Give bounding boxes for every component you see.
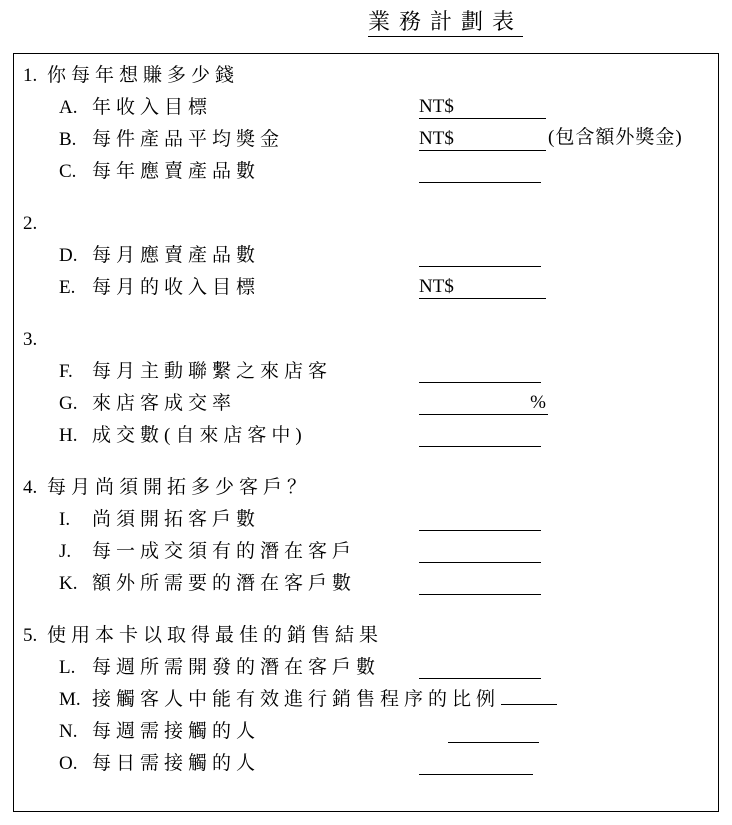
form-item-row xyxy=(14,684,718,716)
section-header-row xyxy=(14,208,718,240)
form-item-row xyxy=(14,388,718,420)
fill-in-blank xyxy=(419,244,541,267)
section-number: 2. xyxy=(23,213,38,234)
section-header-row xyxy=(14,620,718,652)
section-number: 3. xyxy=(23,329,38,350)
currency-prefix: NT$ xyxy=(419,128,454,149)
item-letter: J. xyxy=(59,541,72,562)
fill-in-blank xyxy=(419,360,541,383)
item-label: 接觸客人中能有效進行銷售程序的比例 xyxy=(92,689,501,710)
form-item-row xyxy=(14,272,718,304)
item-note: (包含額外獎金) xyxy=(548,127,683,148)
form-item-row xyxy=(14,568,718,600)
form-item-row xyxy=(14,92,718,124)
fill-in-blank xyxy=(419,752,533,775)
item-label: 每年應賣產品數 xyxy=(92,161,261,182)
item-label: 成交數(自來店客中) xyxy=(92,425,307,446)
item-label: 每日需接觸的人 xyxy=(92,753,261,774)
section-number: 1. xyxy=(23,65,38,86)
form-item-row xyxy=(14,748,718,780)
item-label: 來店客成交率 xyxy=(92,393,237,414)
item-label: 額外所需要的潛在客戶數 xyxy=(92,573,357,594)
fill-in-blank xyxy=(419,276,546,299)
item-label: 每週所需開發的潛在客戶數 xyxy=(92,657,381,678)
item-label: 每一成交須有的潛在客戶 xyxy=(92,541,357,562)
item-label: 尚須開拓客戶數 xyxy=(92,509,261,530)
currency-prefix: NT$ xyxy=(419,96,454,117)
item-letter: K. xyxy=(59,573,78,594)
form-item-row xyxy=(14,156,718,188)
form-item-row xyxy=(14,124,718,156)
form-item-row xyxy=(14,716,718,748)
section-header-row xyxy=(14,60,718,92)
fill-in-blank xyxy=(501,684,557,705)
fill-in-blank xyxy=(419,572,541,595)
item-letter: E. xyxy=(59,277,76,298)
item-label: 每件產品平均獎金 xyxy=(92,129,285,150)
fill-in-blank xyxy=(419,540,541,563)
percent-suffix: % xyxy=(530,392,546,413)
section-header-row xyxy=(14,324,718,356)
item-label: 每週需接觸的人 xyxy=(92,721,261,742)
fill-in-blank xyxy=(448,720,539,743)
section-number: 5. xyxy=(23,625,38,646)
item-letter: H. xyxy=(59,425,78,446)
section-heading: 使用本卡以取得最佳的銷售結果 xyxy=(47,625,384,646)
fill-in-blank xyxy=(419,656,541,679)
form-item-row xyxy=(14,504,718,536)
item-letter: L. xyxy=(59,657,76,678)
page-title: 業務計劃表 xyxy=(368,8,523,37)
fill-in-blank xyxy=(419,96,546,119)
item-letter: G. xyxy=(59,393,78,414)
fill-in-blank xyxy=(419,508,541,531)
item-label: 每月主動聯繫之來店客 xyxy=(92,361,333,382)
form-item-row xyxy=(14,420,718,452)
item-letter: D. xyxy=(59,245,78,266)
item-letter: C. xyxy=(59,161,77,182)
item-label: 每月應賣產品數 xyxy=(92,245,261,266)
section-heading: 每月尚須開拓多少客戶？ xyxy=(47,477,312,498)
form-item-row xyxy=(14,356,718,388)
form-item-row xyxy=(14,240,718,272)
item-letter: M. xyxy=(59,689,81,710)
section-number: 4. xyxy=(23,477,38,498)
item-letter: I. xyxy=(59,509,71,530)
section-header-row xyxy=(14,472,718,504)
item-label: 每月的收入目標 xyxy=(92,277,261,298)
form-border-box xyxy=(13,53,719,812)
item-letter: B. xyxy=(59,129,77,150)
section-heading: 你每年想賺多少錢 xyxy=(47,65,240,86)
item-letter: O. xyxy=(59,753,78,774)
fill-in-blank xyxy=(419,424,541,447)
form-item-row xyxy=(14,536,718,568)
fill-in-blank xyxy=(419,392,548,415)
item-label: 年收入目標 xyxy=(92,97,213,118)
item-letter: A. xyxy=(59,97,78,118)
item-letter: F. xyxy=(59,361,73,382)
form-item-row xyxy=(14,652,718,684)
fill-in-blank xyxy=(419,128,546,151)
currency-prefix: NT$ xyxy=(419,276,454,297)
fill-in-blank xyxy=(419,160,541,183)
item-letter: N. xyxy=(59,721,78,742)
form-body xyxy=(14,60,718,780)
